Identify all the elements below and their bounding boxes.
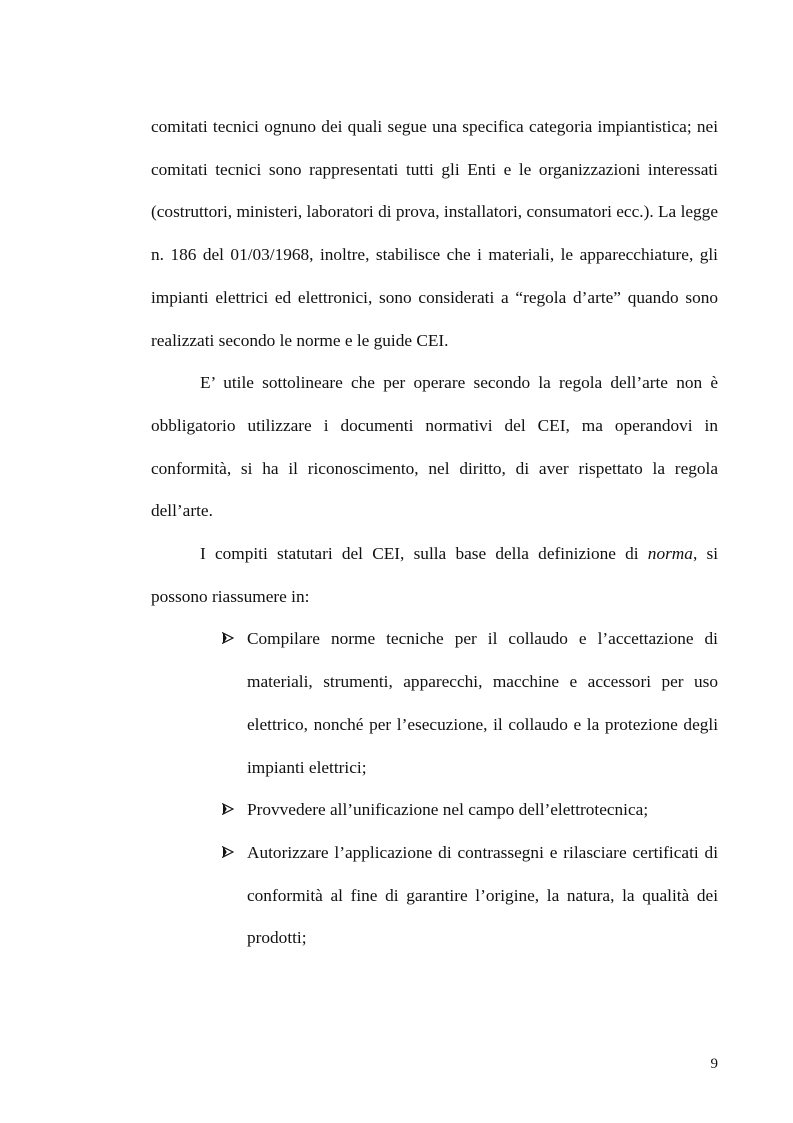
arrowhead-bullet-icon	[222, 789, 234, 832]
page-body	[151, 106, 718, 960]
list-item	[247, 618, 718, 789]
list-item	[247, 789, 718, 832]
arrowhead-bullet-icon	[222, 618, 234, 661]
paragraph-text-before: I compiti statutari del CEI, sulla base della definizione di	[200, 544, 648, 564]
paragraph-regola-arte: E’ utile sottolineare che per operare secondo la regola dell’arte non è obbligatorio utilizzare i documenti normativi del CEI, ma operandovi in conformità, si ha il riconoscimento, nel diritto, di aver rispettato la regola dell’arte.	[151, 373, 718, 521]
list-item	[247, 832, 718, 960]
tasks-bullet-list	[151, 618, 718, 960]
paragraph-compiti-statutari	[151, 533, 718, 618]
paragraph-text-after: , si possono riassumere in:	[151, 544, 719, 606]
bullet-text: Provvedere all’unificazione nel campo dell’elettrotecnica;	[247, 800, 649, 820]
bullet-text: Compilare norme tecniche per il collaudo e l’accettazione di materiali, strumenti, apparecchi, macchine e accessori per uso elettrico, nonché per l’esecuzione, il collaudo e la protezione degli impianti elettrici;	[247, 629, 718, 777]
arrowhead-bullet-icon	[222, 832, 234, 875]
bullet-text: Autorizzare l’applicazione di contrassegni e rilasciare certificati di conformità al fine di garantire l’origine, la natura, la qualità dei prodotti;	[247, 842, 718, 948]
paragraph-continuation: comitati tecnici ognuno dei quali segue una specifica categoria impiantistica; nei comitati tecnici sono rappresentati tutti gli Enti e le organizzazioni interessati (costruttori, ministeri, laboratori di prova, installatori, consumatori ecc.). La legge n. 186 del 01/03/1968, inoltre, stabilisce che i materiali, le apparecchiature, gli impianti elettrici ed elettronici, sono considerati a “regola d’arte” quando sono realizzati secondo le norme e le guide CEI.	[151, 117, 718, 350]
emphasis-norma: norma	[647, 544, 693, 564]
page-number: 9	[710, 1056, 718, 1072]
